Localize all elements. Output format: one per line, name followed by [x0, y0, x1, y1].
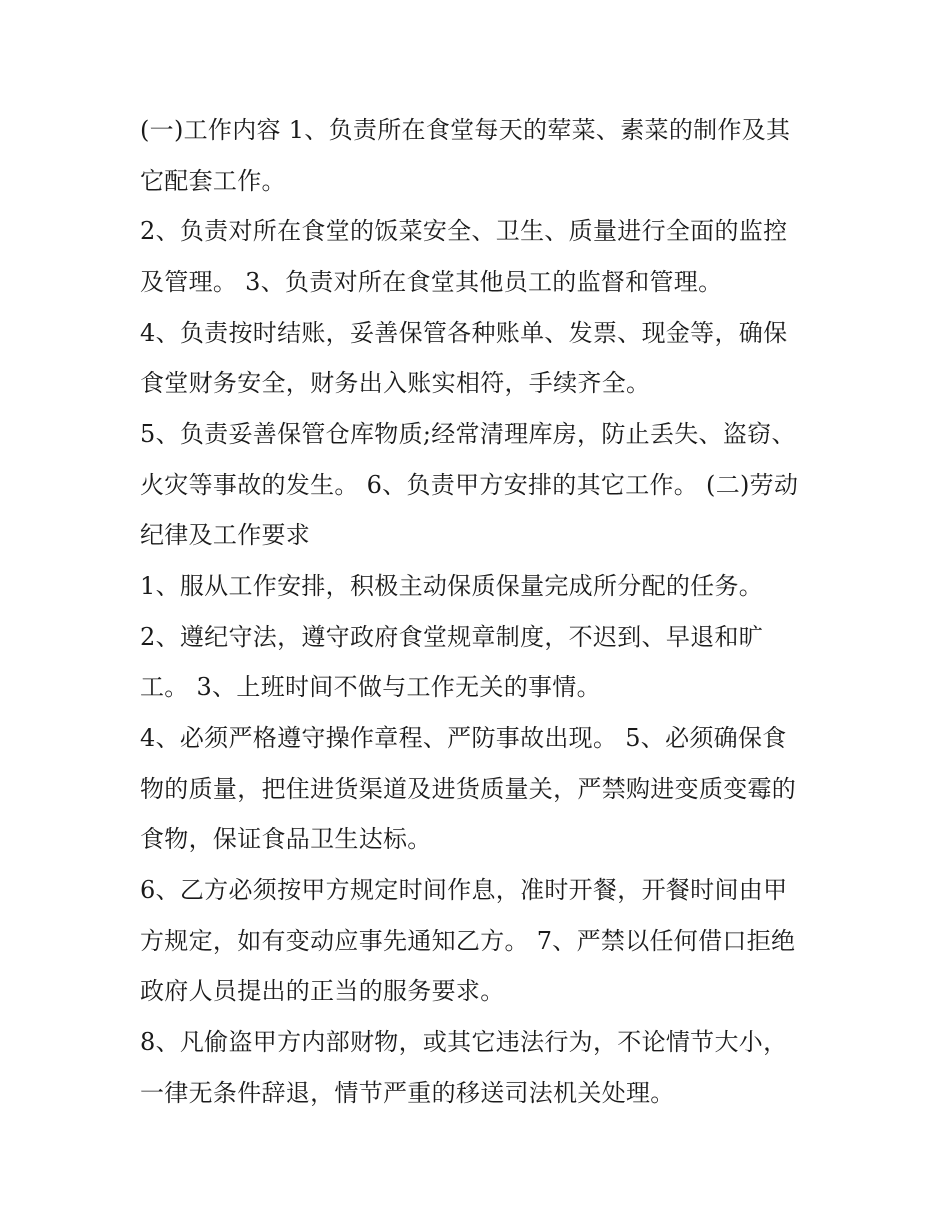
text-line: 2、遵纪守法，遵守政府食堂规章制度，不迟到、早退和旷: [140, 623, 764, 651]
text-line: 工。 3、上班时间不做与工作无关的事情。: [140, 673, 601, 701]
text-line: 1、服从工作安排，积极主动保质保量完成所分配的任务。: [140, 572, 764, 600]
text-line: 8、凡偷盗甲方内部财物，或其它违法行为，不论情节大小，: [140, 1028, 788, 1056]
text-line: 食堂财务安全，财务出入账实相符，手续齐全。: [140, 369, 651, 397]
text-line: 火灾等事故的发生。 6、负责甲方安排的其它工作。 (二)劳动: [140, 471, 799, 499]
text-line: 方规定，如有变动应事先通知乙方。 7、严禁以任何借口拒绝: [140, 927, 796, 955]
text-line: 及管理。 3、负责对所在食堂其他员工的监督和管理。: [140, 268, 723, 296]
text-line: 政府人员提出的正当的服务要求。: [140, 977, 505, 1005]
text-line: 食物，保证食品卫生达标。: [140, 825, 432, 853]
text-line: 4、负责按时结账，妥善保管各种账单、发票、现金等，确保: [140, 319, 788, 347]
text-line: 2、负责对所在食堂的饭菜安全、卫生、质量进行全面的监控: [140, 217, 788, 245]
text-line: 物的质量，把住进货渠道及进货质量关，严禁购进变质变霉的: [140, 775, 797, 803]
text-line: (一)工作内容 1、负责所在食堂每天的荤菜、素菜的制作及其: [140, 116, 791, 144]
text-line: 4、必须严格遵守操作章程、严防事故出现。 5、必须确保食: [140, 724, 787, 752]
text-line: 一律无条件辞退，情节严重的移送司法机关处理。: [140, 1079, 675, 1107]
text-line: 5、负责妥善保管仓库物质;经常清理库房，防止丢失、盗窃、: [140, 420, 796, 448]
text-line: 它配套工作。: [140, 167, 286, 195]
text-line: 6、乙方必须按甲方规定时间作息，准时开餐，开餐时间由甲: [140, 876, 788, 904]
text-line: 纪律及工作要求: [140, 521, 311, 549]
